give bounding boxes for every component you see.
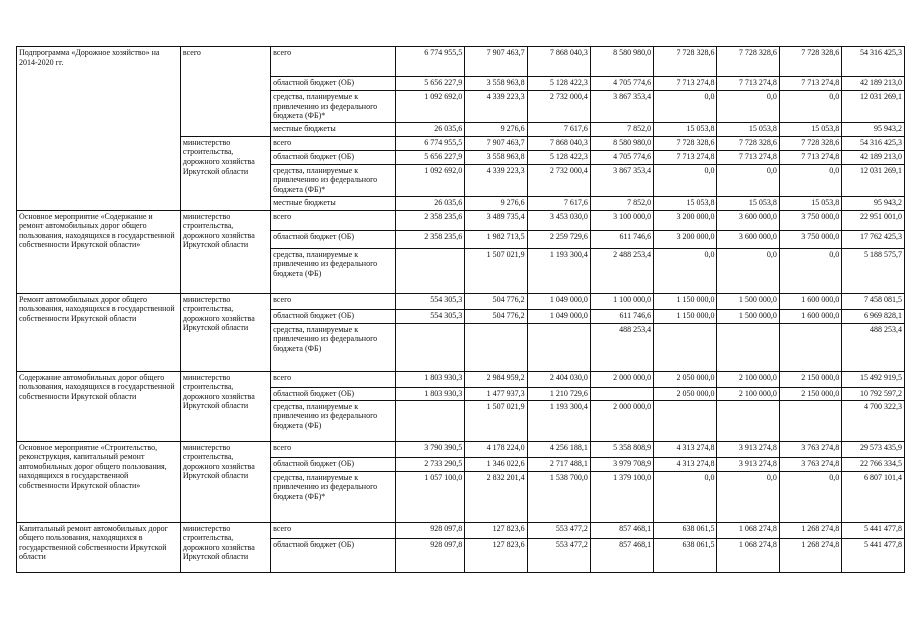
- total-value-cell: 17 762 425,3: [842, 230, 905, 248]
- total-value-cell: 42 189 213,0: [842, 77, 905, 91]
- year-value-cell: 5 128 422,3: [527, 150, 590, 164]
- funding-source-cell: средства, планируемые к привлечению из федерального бюджета (ФБ)*: [271, 164, 396, 196]
- total-value-cell: 54 316 425,3: [842, 47, 905, 77]
- year-value-cell: 5 656 227,9: [396, 150, 465, 164]
- year-value-cell: 3 453 030,0: [527, 210, 590, 230]
- total-value-cell: 29 573 435,9: [842, 441, 905, 457]
- year-value-cell: 2 150 000,0: [779, 387, 841, 400]
- year-value-cell: 3 558 963,8: [465, 150, 527, 164]
- year-value-cell: 7 728 328,6: [779, 136, 841, 150]
- year-value-cell: 2 732 000,4: [527, 91, 590, 123]
- funding-source-cell: областной бюджет (ОБ): [271, 538, 396, 572]
- funding-source-cell: местные бюджеты: [271, 196, 396, 210]
- year-value-cell: 7 868 040,3: [527, 47, 590, 77]
- year-value-cell: 2 358 235,6: [396, 230, 465, 248]
- year-value-cell: 0,0: [717, 164, 779, 196]
- table-row: [17, 293, 905, 309]
- year-value-cell: 3 200 000,0: [654, 230, 717, 248]
- funding-source-cell: средства, планируемые к привлечению из федерального бюджета (ФБ)*: [271, 91, 396, 123]
- year-value-cell: 0,0: [779, 91, 841, 123]
- funding-source-cell: всего: [271, 47, 396, 77]
- year-value-cell: 26 035,6: [396, 122, 465, 136]
- table-row: [17, 47, 905, 77]
- year-value-cell: 15 053,8: [717, 196, 779, 210]
- year-value-cell: 611 746,6: [590, 309, 653, 323]
- year-value-cell: 0,0: [779, 471, 841, 522]
- executor-cell: министерство строительства, дорожного хозяйства Иркутской области: [180, 522, 270, 572]
- year-value-cell: 3 750 000,0: [779, 230, 841, 248]
- executor-cell: министерство строительства, дорожного хозяйства Иркутской области: [180, 441, 270, 522]
- year-value-cell: 1 068 274,8: [717, 522, 779, 538]
- year-value-cell: 2 150 000,0: [779, 371, 841, 387]
- year-value-cell: 1 049 000,0: [527, 309, 590, 323]
- year-value-cell: 3 790 390,5: [396, 441, 465, 457]
- year-value-cell: [396, 248, 465, 293]
- year-value-cell: 0,0: [717, 91, 779, 123]
- year-value-cell: [590, 387, 653, 400]
- year-value-cell: 1 803 930,3: [396, 387, 465, 400]
- total-value-cell: 95 943,2: [842, 196, 905, 210]
- year-value-cell: 2 732 000,4: [527, 164, 590, 196]
- funding-source-cell: средства, планируемые к привлечению из федерального бюджета (ФБ): [271, 323, 396, 371]
- year-value-cell: 0,0: [654, 164, 717, 196]
- total-value-cell: 12 031 269,1: [842, 164, 905, 196]
- total-value-cell: 6 807 101,4: [842, 471, 905, 522]
- total-value-cell: 5 188 575,7: [842, 248, 905, 293]
- year-value-cell: 553 477,2: [527, 538, 590, 572]
- year-value-cell: 7 713 274,8: [779, 77, 841, 91]
- funding-source-cell: средства, планируемые к привлечению из федерального бюджета (ФБ): [271, 248, 396, 293]
- year-value-cell: 928 097,8: [396, 522, 465, 538]
- executor-cell: министерство строительства, дорожного хозяйства Иркутской области: [180, 210, 270, 293]
- year-value-cell: 7 713 274,8: [717, 150, 779, 164]
- funding-source-cell: всего: [271, 522, 396, 538]
- year-value-cell: 3 763 274,8: [779, 457, 841, 471]
- year-value-cell: 15 053,8: [717, 122, 779, 136]
- year-value-cell: 0,0: [717, 471, 779, 522]
- year-value-cell: 4 256 188,1: [527, 441, 590, 457]
- year-value-cell: 7 852,0: [590, 196, 653, 210]
- total-value-cell: 22 766 334,5: [842, 457, 905, 471]
- executor-cell: министерство строительства, дорожного хозяйства Иркутской области: [180, 136, 270, 210]
- year-value-cell: [654, 400, 717, 441]
- year-value-cell: 3 558 963,8: [465, 77, 527, 91]
- year-value-cell: 0,0: [654, 91, 717, 123]
- total-value-cell: 95 943,2: [842, 122, 905, 136]
- year-value-cell: 15 053,8: [654, 196, 717, 210]
- total-value-cell: 15 492 919,5: [842, 371, 905, 387]
- year-value-cell: 4 313 274,8: [654, 457, 717, 471]
- year-value-cell: 7 617,6: [527, 196, 590, 210]
- year-value-cell: 0,0: [654, 248, 717, 293]
- year-value-cell: 2 000 000,0: [590, 400, 653, 441]
- year-value-cell: 5 358 808,9: [590, 441, 653, 457]
- year-value-cell: 1 600 000,0: [779, 293, 841, 309]
- year-value-cell: 857 468,1: [590, 522, 653, 538]
- year-value-cell: 0,0: [654, 471, 717, 522]
- year-value-cell: 2 717 488,1: [527, 457, 590, 471]
- year-value-cell: 7 617,6: [527, 122, 590, 136]
- year-value-cell: 1 092 692,0: [396, 164, 465, 196]
- year-value-cell: 1 538 700,0: [527, 471, 590, 522]
- year-value-cell: 2 000 000,0: [590, 371, 653, 387]
- year-value-cell: 1 268 274,8: [779, 522, 841, 538]
- program-name-cell: Основное мероприятие «Строительство, реконструкция, капитальный ремонт автомобильных дорог общего пользования, находящихся в государственной собственности Иркутской области»: [17, 441, 181, 522]
- year-value-cell: 15 053,8: [779, 122, 841, 136]
- year-value-cell: 7 713 274,8: [654, 77, 717, 91]
- year-value-cell: 1 150 000,0: [654, 293, 717, 309]
- year-value-cell: 1 500 000,0: [717, 293, 779, 309]
- year-value-cell: [779, 400, 841, 441]
- year-value-cell: 3 200 000,0: [654, 210, 717, 230]
- year-value-cell: 3 913 274,8: [717, 457, 779, 471]
- year-value-cell: [527, 323, 590, 371]
- year-value-cell: 4 313 274,8: [654, 441, 717, 457]
- year-value-cell: [654, 323, 717, 371]
- year-value-cell: 2 488 253,4: [590, 248, 653, 293]
- year-value-cell: 8 580 980,0: [590, 47, 653, 77]
- year-value-cell: 3 100 000,0: [590, 210, 653, 230]
- year-value-cell: 3 750 000,0: [779, 210, 841, 230]
- year-value-cell: 1 982 713,5: [465, 230, 527, 248]
- year-value-cell: 3 763 274,8: [779, 441, 841, 457]
- total-value-cell: 5 441 477,8: [842, 522, 905, 538]
- year-value-cell: [779, 323, 841, 371]
- year-value-cell: 3 867 353,4: [590, 164, 653, 196]
- table-row: [17, 522, 905, 538]
- year-value-cell: 9 276,6: [465, 196, 527, 210]
- year-value-cell: 2 832 201,4: [465, 471, 527, 522]
- program-name-cell: Подпрограмма «Дорожное хозяйство» на 2014-2020 гг.: [17, 47, 181, 211]
- total-value-cell: 488 253,4: [842, 323, 905, 371]
- year-value-cell: 15 053,8: [779, 196, 841, 210]
- year-value-cell: [396, 323, 465, 371]
- year-value-cell: 2 984 959,2: [465, 371, 527, 387]
- program-name-cell: Основное мероприятие «Содержание и ремонт автомобильных дорог общего пользования, находящихся в государственной собственности Иркутской области»: [17, 210, 181, 293]
- year-value-cell: 504 776,2: [465, 309, 527, 323]
- year-value-cell: 0,0: [779, 164, 841, 196]
- year-value-cell: 7 713 274,8: [717, 77, 779, 91]
- year-value-cell: 857 468,1: [590, 538, 653, 572]
- year-value-cell: 4 339 223,3: [465, 91, 527, 123]
- year-value-cell: 7 868 040,3: [527, 136, 590, 150]
- funding-source-cell: областной бюджет (ОБ): [271, 457, 396, 471]
- year-value-cell: 2 050 000,0: [654, 371, 717, 387]
- year-value-cell: 1 150 000,0: [654, 309, 717, 323]
- year-value-cell: 0,0: [779, 248, 841, 293]
- year-value-cell: 127 823,6: [465, 522, 527, 538]
- year-value-cell: [396, 400, 465, 441]
- funding-source-cell: областной бюджет (ОБ): [271, 150, 396, 164]
- year-value-cell: 1 193 300,4: [527, 400, 590, 441]
- funding-source-cell: всего: [271, 210, 396, 230]
- year-value-cell: 7 728 328,6: [654, 47, 717, 77]
- year-value-cell: 2 100 000,0: [717, 387, 779, 400]
- year-value-cell: 2 259 729,6: [527, 230, 590, 248]
- year-value-cell: 7 728 328,6: [717, 47, 779, 77]
- funding-source-cell: всего: [271, 441, 396, 457]
- year-value-cell: 1 803 930,3: [396, 371, 465, 387]
- year-value-cell: 9 276,6: [465, 122, 527, 136]
- year-value-cell: 7 728 328,6: [717, 136, 779, 150]
- funding-source-cell: местные бюджеты: [271, 122, 396, 136]
- year-value-cell: 1 210 729,6: [527, 387, 590, 400]
- funding-source-cell: всего: [271, 371, 396, 387]
- total-value-cell: 10 792 597,2: [842, 387, 905, 400]
- year-value-cell: 553 477,2: [527, 522, 590, 538]
- year-value-cell: 4 705 774,6: [590, 77, 653, 91]
- year-value-cell: 638 061,5: [654, 522, 717, 538]
- program-name-cell: Содержание автомобильных дорог общего пользования, находящихся в государственной собственности Иркутской области: [17, 371, 181, 441]
- year-value-cell: 4 178 224,0: [465, 441, 527, 457]
- total-value-cell: 42 189 213,0: [842, 150, 905, 164]
- year-value-cell: 1 193 300,4: [527, 248, 590, 293]
- year-value-cell: 3 913 274,8: [717, 441, 779, 457]
- executor-cell: всего: [180, 47, 270, 137]
- funding-source-cell: средства, планируемые к привлечению из федерального бюджета (ФБ)*: [271, 471, 396, 522]
- year-value-cell: 611 746,6: [590, 230, 653, 248]
- year-value-cell: 7 852,0: [590, 122, 653, 136]
- year-value-cell: 1 600 000,0: [779, 309, 841, 323]
- year-value-cell: 2 100 000,0: [717, 371, 779, 387]
- year-value-cell: 1 379 100,0: [590, 471, 653, 522]
- program-name-cell: Капитальный ремонт автомобильных дорог общего пользования, находящихся в государственной собственности Иркутской области: [17, 522, 181, 572]
- program-name-cell: Ремонт автомобильных дорог общего пользования, находящихся в государственной собственности Иркутской области: [17, 293, 181, 371]
- funding-source-cell: областной бюджет (ОБ): [271, 387, 396, 400]
- year-value-cell: 1 100 000,0: [590, 293, 653, 309]
- year-value-cell: 6 774 955,5: [396, 47, 465, 77]
- year-value-cell: 0,0: [717, 248, 779, 293]
- year-value-cell: 7 728 328,6: [654, 136, 717, 150]
- year-value-cell: 7 713 274,8: [654, 150, 717, 164]
- year-value-cell: 3 489 735,4: [465, 210, 527, 230]
- budget-table: [16, 46, 905, 573]
- total-value-cell: 5 441 477,8: [842, 538, 905, 572]
- year-value-cell: 3 867 353,4: [590, 91, 653, 123]
- funding-source-cell: всего: [271, 136, 396, 150]
- year-value-cell: 1 068 274,8: [717, 538, 779, 572]
- year-value-cell: 2 358 235,6: [396, 210, 465, 230]
- year-value-cell: 554 305,3: [396, 309, 465, 323]
- year-value-cell: 7 728 328,6: [779, 47, 841, 77]
- year-value-cell: 1 477 937,3: [465, 387, 527, 400]
- year-value-cell: 2 733 290,5: [396, 457, 465, 471]
- table-row: [17, 441, 905, 457]
- year-value-cell: 1 500 000,0: [717, 309, 779, 323]
- year-value-cell: 2 050 000,0: [654, 387, 717, 400]
- year-value-cell: 1 057 100,0: [396, 471, 465, 522]
- total-value-cell: 12 031 269,1: [842, 91, 905, 123]
- year-value-cell: 7 713 274,8: [779, 150, 841, 164]
- year-value-cell: 1 507 021,9: [465, 400, 527, 441]
- year-value-cell: 1 049 000,0: [527, 293, 590, 309]
- total-value-cell: 4 700 322,3: [842, 400, 905, 441]
- funding-source-cell: областной бюджет (ОБ): [271, 309, 396, 323]
- year-value-cell: 504 776,2: [465, 293, 527, 309]
- year-value-cell: 638 061,5: [654, 538, 717, 572]
- year-value-cell: 1 092 692,0: [396, 91, 465, 123]
- funding-source-cell: областной бюджет (ОБ): [271, 77, 396, 91]
- year-value-cell: 3 979 708,9: [590, 457, 653, 471]
- executor-cell: министерство строительства, дорожного хозяйства Иркутской области: [180, 293, 270, 371]
- year-value-cell: 554 305,3: [396, 293, 465, 309]
- year-value-cell: 5 656 227,9: [396, 77, 465, 91]
- year-value-cell: 26 035,6: [396, 196, 465, 210]
- year-value-cell: 3 600 000,0: [717, 230, 779, 248]
- year-value-cell: 8 580 980,0: [590, 136, 653, 150]
- year-value-cell: 4 339 223,3: [465, 164, 527, 196]
- year-value-cell: 4 705 774,6: [590, 150, 653, 164]
- total-value-cell: 7 458 081,5: [842, 293, 905, 309]
- year-value-cell: 7 907 463,7: [465, 47, 527, 77]
- year-value-cell: 5 128 422,3: [527, 77, 590, 91]
- year-value-cell: 15 053,8: [654, 122, 717, 136]
- year-value-cell: 127 823,6: [465, 538, 527, 572]
- total-value-cell: 22 951 001,0: [842, 210, 905, 230]
- year-value-cell: 1 268 274,8: [779, 538, 841, 572]
- year-value-cell: 6 774 955,5: [396, 136, 465, 150]
- year-value-cell: [717, 323, 779, 371]
- year-value-cell: 3 600 000,0: [717, 210, 779, 230]
- year-value-cell: 1 346 022,6: [465, 457, 527, 471]
- total-value-cell: 54 316 425,3: [842, 136, 905, 150]
- year-value-cell: 488 253,4: [590, 323, 653, 371]
- table-row: [17, 210, 905, 230]
- funding-source-cell: областной бюджет (ОБ): [271, 230, 396, 248]
- year-value-cell: [465, 323, 527, 371]
- funding-source-cell: средства, планируемые к привлечению из федерального бюджета (ФБ): [271, 400, 396, 441]
- funding-source-cell: всего: [271, 293, 396, 309]
- year-value-cell: 928 097,8: [396, 538, 465, 572]
- total-value-cell: 6 969 828,1: [842, 309, 905, 323]
- table-row: [17, 371, 905, 387]
- year-value-cell: [717, 400, 779, 441]
- executor-cell: министерство строительства, дорожного хозяйства Иркутской области: [180, 371, 270, 441]
- year-value-cell: 1 507 021,9: [465, 248, 527, 293]
- year-value-cell: 7 907 463,7: [465, 136, 527, 150]
- year-value-cell: 2 404 030,0: [527, 371, 590, 387]
